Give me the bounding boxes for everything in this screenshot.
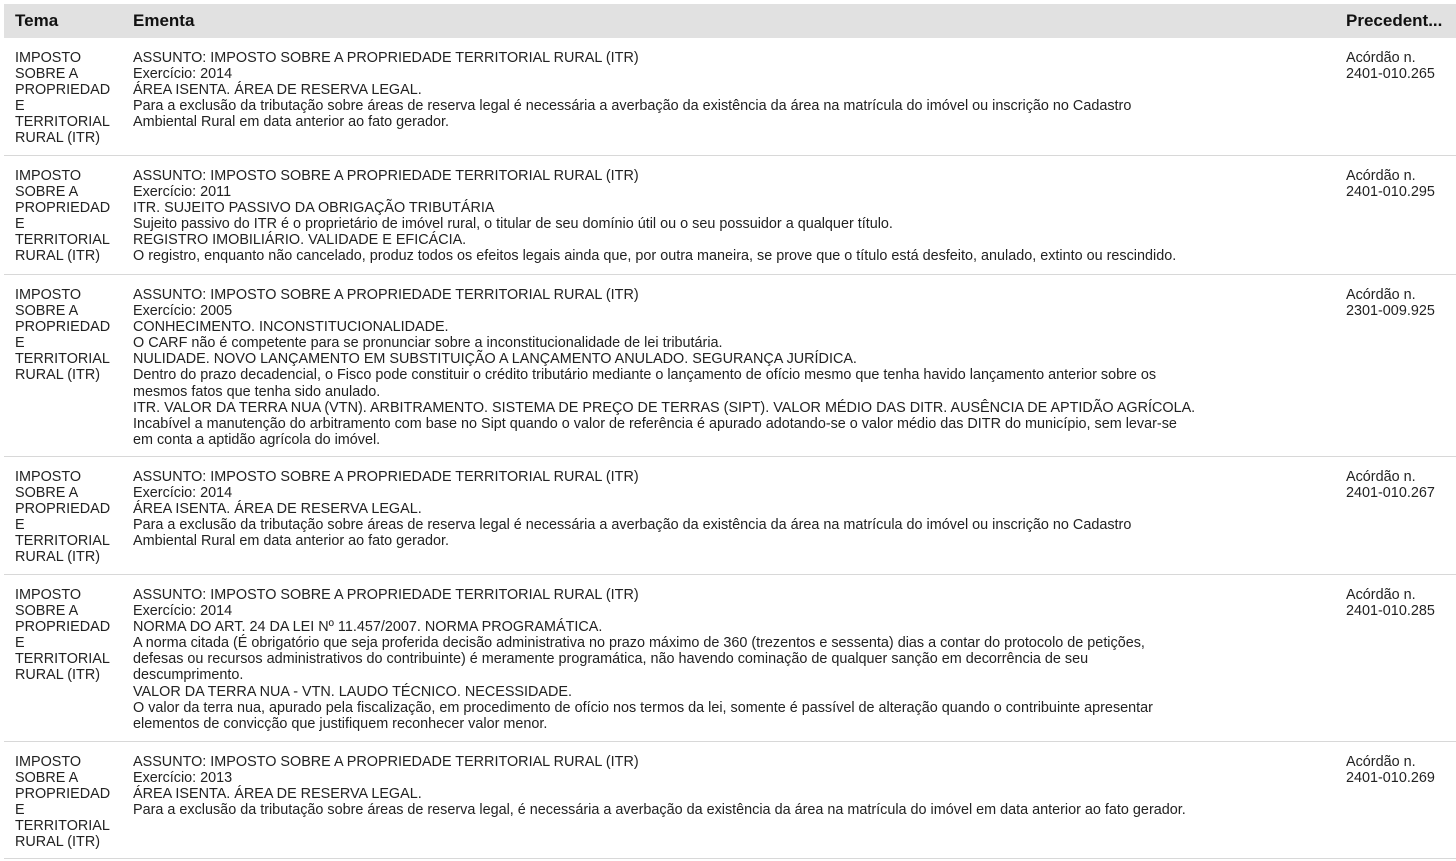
tema-line: IMPOSTO: [15, 168, 82, 184]
tema-line: RURAL (ITR): [15, 549, 101, 566]
table-row[interactable]: [4, 156, 1456, 275]
tema-line: PROPRIEDAD: [15, 619, 111, 636]
ementa-line: O CARF não é competente para se pronunciar sobre a inconstitucionalidade de lei tributária.: [133, 335, 723, 352]
tema-line: RURAL (ITR): [15, 130, 101, 147]
tema-line: PROPRIEDAD: [15, 82, 111, 99]
tema-line: E: [15, 98, 25, 115]
cell-ementa: [122, 575, 1335, 741]
ementa-line: descumprimento.: [133, 667, 244, 684]
tema-line: TERRITORIAL: [15, 651, 110, 668]
ementa-line: ITR. VALOR DA TERRA NUA (VTN). ARBITRAMENTO. SISTEMA DE PREÇO DE TERRAS (SIPT). VALOR MÉDIO DAS DITR. AUSÊNCIA DE APTIDÃO AGRÍCOLA.: [133, 399, 1196, 416]
cell-precedente[interactable]: [1335, 457, 1456, 574]
tema-line: PROPRIEDAD: [15, 319, 111, 336]
ementa-line: elementos de convicção que justifiquem reconhecer valor menor.: [133, 715, 548, 732]
tema-line: E: [15, 216, 25, 233]
ementa-line: Para a exclusão da tributação sobre áreas de reserva legal, é necessária a averbação da existência da área na matrícula do imóvel em data anterior ao fato gerador.: [133, 802, 1186, 819]
tema-line: TERRITORIAL: [15, 533, 110, 550]
cell-tema: [4, 742, 122, 858]
tema-line: SOBRE A: [15, 184, 79, 201]
cell-ementa: [122, 38, 1335, 155]
ementa-line: Exercício: 2014: [133, 485, 233, 502]
tema-line: SOBRE A: [15, 603, 79, 620]
cell-precedente[interactable]: [1335, 156, 1456, 274]
tema-line: RURAL (ITR): [15, 834, 101, 851]
table-row[interactable]: [4, 457, 1456, 575]
ementa-line: ASSUNTO: IMPOSTO SOBRE A PROPRIEDADE TERRITORIAL RURAL (ITR): [133, 168, 639, 184]
ementa-line: ASSUNTO: IMPOSTO SOBRE A PROPRIEDADE TERRITORIAL RURAL (ITR): [133, 287, 639, 303]
cell-tema: [4, 275, 122, 456]
ementa-line: Exercício: 2011: [133, 184, 232, 201]
precedente-line[interactable]: 2301-009.925: [1346, 303, 1435, 320]
ementa-line: ASSUNTO: IMPOSTO SOBRE A PROPRIEDADE TERRITORIAL RURAL (ITR): [133, 587, 639, 603]
tema-line: RURAL (ITR): [15, 367, 101, 384]
tema-line: SOBRE A: [15, 485, 79, 502]
cell-precedente[interactable]: [1335, 275, 1456, 456]
table-row[interactable]: [4, 275, 1456, 457]
tema-line: E: [15, 635, 25, 652]
tema-line: RURAL (ITR): [15, 248, 101, 265]
ementa-line: ÁREA ISENTA. ÁREA DE RESERVA LEGAL.: [133, 501, 422, 518]
ementa-line: REGISTRO IMOBILIÁRIO. VALIDADE E EFICÁCIA.: [133, 232, 467, 249]
ementa-line: NORMA DO ART. 24 DA LEI Nº 11.457/2007. NORMA PROGRAMÁTICA.: [133, 619, 603, 636]
ementa-line: ÁREA ISENTA. ÁREA DE RESERVA LEGAL.: [133, 82, 422, 99]
precedente-line[interactable]: Acórdão n.: [1346, 168, 1416, 184]
ementa-line: Incabível a manutenção do arbitramento com base no Sipt quando o valor de referência é apurado adotando-se o valor médio das DITR do município, sem levar-se: [133, 415, 1177, 432]
precedente-line[interactable]: 2401-010.269: [1346, 770, 1435, 787]
ementa-line: Exercício: 2005: [133, 303, 233, 320]
column-header-precedentes[interactable]: Precedent...: [1346, 11, 1443, 30]
ementa-line: ASSUNTO: IMPOSTO SOBRE A PROPRIEDADE TERRITORIAL RURAL (ITR): [133, 50, 639, 66]
tema-line: SOBRE A: [15, 66, 79, 83]
precedente-line[interactable]: 2401-010.285: [1346, 603, 1435, 620]
tema-line: IMPOSTO: [15, 50, 82, 66]
ementa-line: em conta a aptidão agrícola do imóvel.: [133, 431, 381, 448]
cell-precedente[interactable]: [1335, 38, 1456, 155]
cell-ementa: [122, 457, 1335, 574]
tema-line: SOBRE A: [15, 303, 79, 320]
cell-ementa: [122, 275, 1335, 456]
ementa-line: Sujeito passivo do ITR é o proprietário de imóvel rural, o titular de seu domínio útil ou o seu possuidor a qualquer título.: [133, 216, 893, 233]
tema-line: PROPRIEDAD: [15, 501, 111, 518]
tema-line: TERRITORIAL: [15, 818, 110, 835]
tema-line: TERRITORIAL: [15, 114, 110, 131]
table-row[interactable]: [4, 38, 1456, 156]
ementa-line: Para a exclusão da tributação sobre áreas de reserva legal é necessária a averbação da existência da área na matrícula do imóvel ou inscrição no Cadastro: [133, 517, 1132, 534]
tema-line: SOBRE A: [15, 770, 79, 787]
ementa-line: Para a exclusão da tributação sobre áreas de reserva legal é necessária a averbação da existência da área na matrícula do imóvel ou inscrição no Cadastro: [133, 98, 1132, 115]
tema-line: IMPOSTO: [15, 469, 82, 485]
table-body: [4, 38, 1456, 859]
precedente-line[interactable]: 2401-010.265: [1346, 66, 1435, 83]
precedente-line[interactable]: Acórdão n.: [1346, 469, 1416, 485]
ementa-line: VALOR DA TERRA NUA - VTN. LAUDO TÉCNICO. NECESSIDADE.: [133, 683, 573, 700]
tema-line: IMPOSTO: [15, 754, 82, 770]
tema-line: RURAL (ITR): [15, 667, 101, 684]
ementa-line: mesmos fatos que tenha sido anulado.: [133, 383, 381, 400]
column-header-tema[interactable]: Tema: [15, 11, 59, 30]
results-table: [4, 4, 1456, 859]
column-header-ementa[interactable]: Ementa: [133, 11, 195, 30]
table-header: [4, 4, 1456, 38]
precedente-line[interactable]: Acórdão n.: [1346, 50, 1416, 66]
tema-line: E: [15, 335, 25, 352]
ementa-line: defesas ou recursos administrativos do contribuinte) é meramente programática, não havendo cominação de qualquer sanção em decorrência de seu: [133, 651, 1089, 668]
ementa-line: Exercício: 2013: [133, 770, 233, 787]
precedente-line[interactable]: 2401-010.267: [1346, 485, 1435, 502]
tema-line: PROPRIEDAD: [15, 786, 111, 803]
table-row[interactable]: [4, 575, 1456, 742]
ementa-line: Exercício: 2014: [133, 66, 233, 83]
ementa-line: CONHECIMENTO. INCONSTITUCIONALIDADE.: [133, 319, 449, 336]
ementa-line: Ambiental Rural em data anterior ao fato gerador.: [133, 533, 449, 550]
ementa-line: ASSUNTO: IMPOSTO SOBRE A PROPRIEDADE TERRITORIAL RURAL (ITR): [133, 469, 639, 485]
cell-tema: [4, 156, 122, 274]
cell-ementa: [122, 742, 1335, 858]
ementa-line: ÁREA ISENTA. ÁREA DE RESERVA LEGAL.: [133, 786, 422, 803]
cell-precedente[interactable]: [1335, 575, 1456, 741]
tema-line: E: [15, 517, 25, 534]
ementa-line: ASSUNTO: IMPOSTO SOBRE A PROPRIEDADE TERRITORIAL RURAL (ITR): [133, 754, 639, 770]
cell-tema: [4, 38, 122, 155]
cell-tema: [4, 457, 122, 574]
ementa-line: Dentro do prazo decadencial, o Fisco pode constituir o crédito tributário mediante o lançamento de ofício mesmo que tenha havido lançamento anterior sobre os: [133, 367, 1157, 384]
ementa-line: Exercício: 2014: [133, 603, 233, 620]
ementa-line: ITR. SUJEITO PASSIVO DA OBRIGAÇÃO TRIBUTÁRIA: [133, 200, 495, 217]
tema-line: PROPRIEDAD: [15, 200, 111, 217]
ementa-line: O registro, enquanto não cancelado, produz todos os efeitos legais ainda que, por outra maneira, se prove que o título está desfeito, anulado, extinto ou rescindido.: [133, 248, 1177, 265]
ementa-line: A norma citada (É obrigatório que seja proferida decisão administrativa no prazo máximo de 360 (trezentos e sessenta) dias a contar do protocolo de petições,: [133, 635, 1145, 652]
tema-line: E: [15, 802, 25, 819]
cell-tema: [4, 575, 122, 741]
tema-line: IMPOSTO: [15, 287, 82, 303]
ementa-line: NULIDADE. NOVO LANÇAMENTO EM SUBSTITUIÇÃO A LANÇAMENTO ANULADO. SEGURANÇA JURÍDICA.: [133, 351, 857, 368]
precedente-line[interactable]: Acórdão n.: [1346, 754, 1416, 770]
ementa-line: O valor da terra nua, apurado pela fiscalização, em procedimento de ofício nos termos da lei, somente é passível de alteração quando o contribuinte apresentar: [133, 699, 1153, 716]
precedente-line[interactable]: 2401-010.295: [1346, 184, 1435, 201]
ementa-line: Ambiental Rural em data anterior ao fato gerador.: [133, 114, 449, 131]
tema-line: TERRITORIAL: [15, 232, 110, 249]
precedente-line[interactable]: Acórdão n.: [1346, 587, 1416, 603]
cell-precedente[interactable]: [1335, 742, 1456, 858]
cell-ementa: [122, 156, 1335, 274]
tema-line: TERRITORIAL: [15, 351, 110, 368]
precedente-line[interactable]: Acórdão n.: [1346, 287, 1416, 303]
table-row[interactable]: [4, 742, 1456, 859]
tema-line: IMPOSTO: [15, 587, 82, 603]
